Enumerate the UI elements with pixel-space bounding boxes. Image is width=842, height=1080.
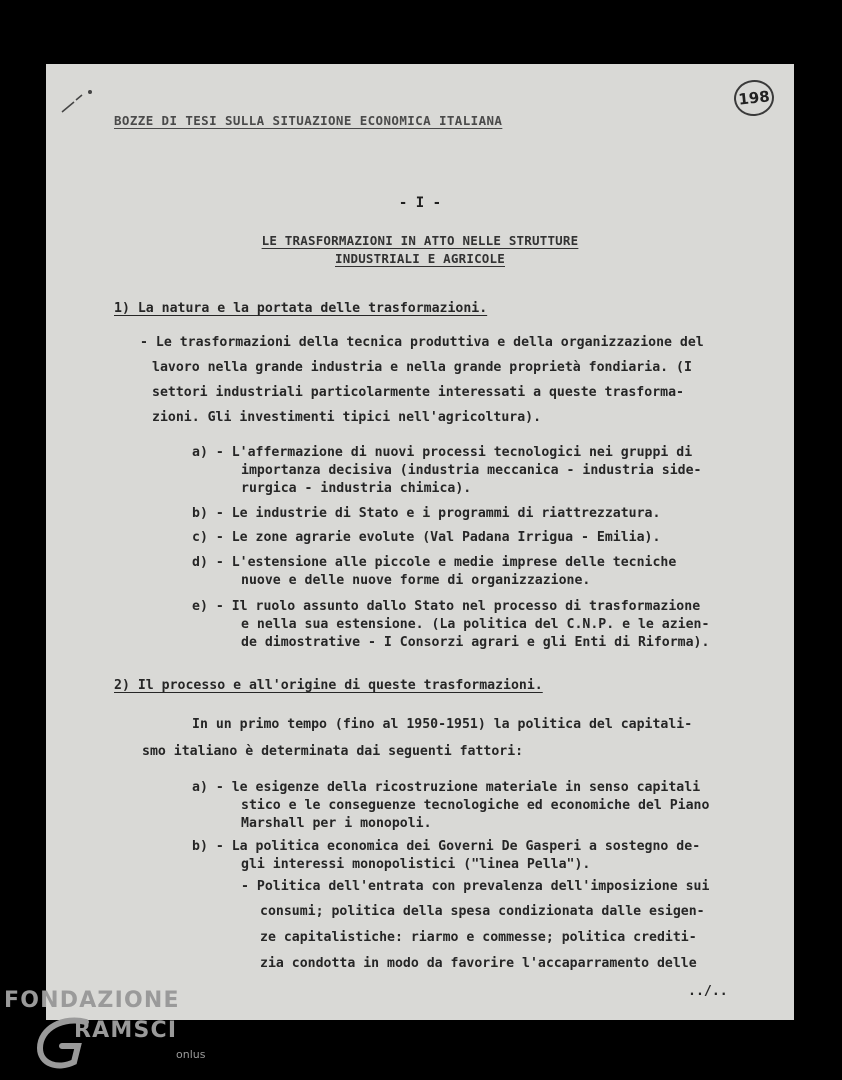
- heading-2: 2) Il processo e all'origine di queste trasformazioni.: [114, 678, 543, 693]
- text-line: rurgica - industria chimica).: [241, 481, 472, 496]
- document-page: [46, 64, 794, 1020]
- text-line: - Le trasformazioni della tecnica produttiva e della organizzazione del: [140, 335, 704, 350]
- watermark-sub: onlus: [176, 1048, 206, 1061]
- text-line: de dimostrative - I Consorzi agrari e gli Enti di Riforma).: [241, 635, 710, 650]
- page-number-stamp: 198: [732, 78, 776, 118]
- list-item-d: d) - L'estensione alle piccole e medie imprese delle tecniche: [192, 555, 677, 570]
- section-title-line-2: INDUSTRIALI E AGRICOLE: [335, 251, 505, 266]
- text-line: e nella sua estensione. (La politica del C.N.P. e le azien-: [241, 617, 710, 632]
- watermark-line-1: FONDAZIONE: [4, 988, 180, 1013]
- heading-1: 1) La natura e la portata delle trasformazioni.: [114, 301, 488, 316]
- text-line: gli interessi monopolistici ("linea Pella").: [241, 857, 591, 872]
- list-item-b: b) - La politica economica dei Governi De Gasperi a sostegno de-: [192, 839, 701, 854]
- text-line: Marshall per i monopoli.: [241, 816, 432, 831]
- document-header: BOZZE DI TESI SULLA SITUAZIONE ECONOMICA ITALIANA: [114, 113, 503, 128]
- text-line: zia condotta in modo da favorire l'accaparramento delle: [260, 956, 697, 971]
- corner-marks-decoration: [60, 84, 96, 114]
- text-line: smo italiano è determinata dai seguenti fattori:: [142, 744, 524, 759]
- list-item-c: c) - Le zone agrarie evolute (Val Padana Irrigua - Emilia).: [192, 530, 661, 545]
- list-item-a: a) - le esigenze della ricostruzione materiale in senso capitali: [192, 780, 701, 795]
- text-line: - Politica dell'entrata con prevalenza dell'imposizione sui: [241, 879, 710, 894]
- text-line: zioni. Gli investimenti tipici nell'agricoltura).: [152, 410, 542, 425]
- list-item-a: a) - L'affermazione di nuovi processi tecnologici nei gruppi di: [192, 445, 693, 460]
- list-item-e: e) - Il ruolo assunto dallo Stato nel processo di trasformazione: [192, 599, 701, 614]
- text-line: stico e le conseguenze tecnologiche ed economiche del Piano: [241, 798, 710, 813]
- text-line: consumi; politica della spesa condizionata dalle esigen-: [260, 904, 705, 919]
- continuation-mark: ../..: [688, 984, 728, 999]
- watermark-line-2: RAMSCI: [74, 1018, 178, 1043]
- text-line: lavoro nella grande industria e nella grande proprietà fondiaria. (I: [152, 360, 692, 375]
- text-line: ze capitalistiche: riarmo e commesse; politica crediti-: [260, 930, 697, 945]
- text-line: importanza decisiva (industria meccanica - industria side-: [241, 463, 702, 478]
- text-line: nuove e delle nuove forme di organizzazione.: [241, 573, 591, 588]
- text-line: In un primo tempo (fino al 1950-1951) la politica del capitali-: [192, 717, 693, 732]
- text-line: settori industriali particolarmente interessati a queste trasforma-: [152, 385, 684, 400]
- list-item-b: b) - Le industrie di Stato e i programmi di riattrezzatura.: [192, 506, 661, 521]
- section-title-line-1: LE TRASFORMAZIONI IN ATTO NELLE STRUTTURE: [261, 233, 579, 248]
- section-numeral: - I -: [398, 195, 442, 211]
- fondazione-gramsci-watermark: [4, 988, 224, 1078]
